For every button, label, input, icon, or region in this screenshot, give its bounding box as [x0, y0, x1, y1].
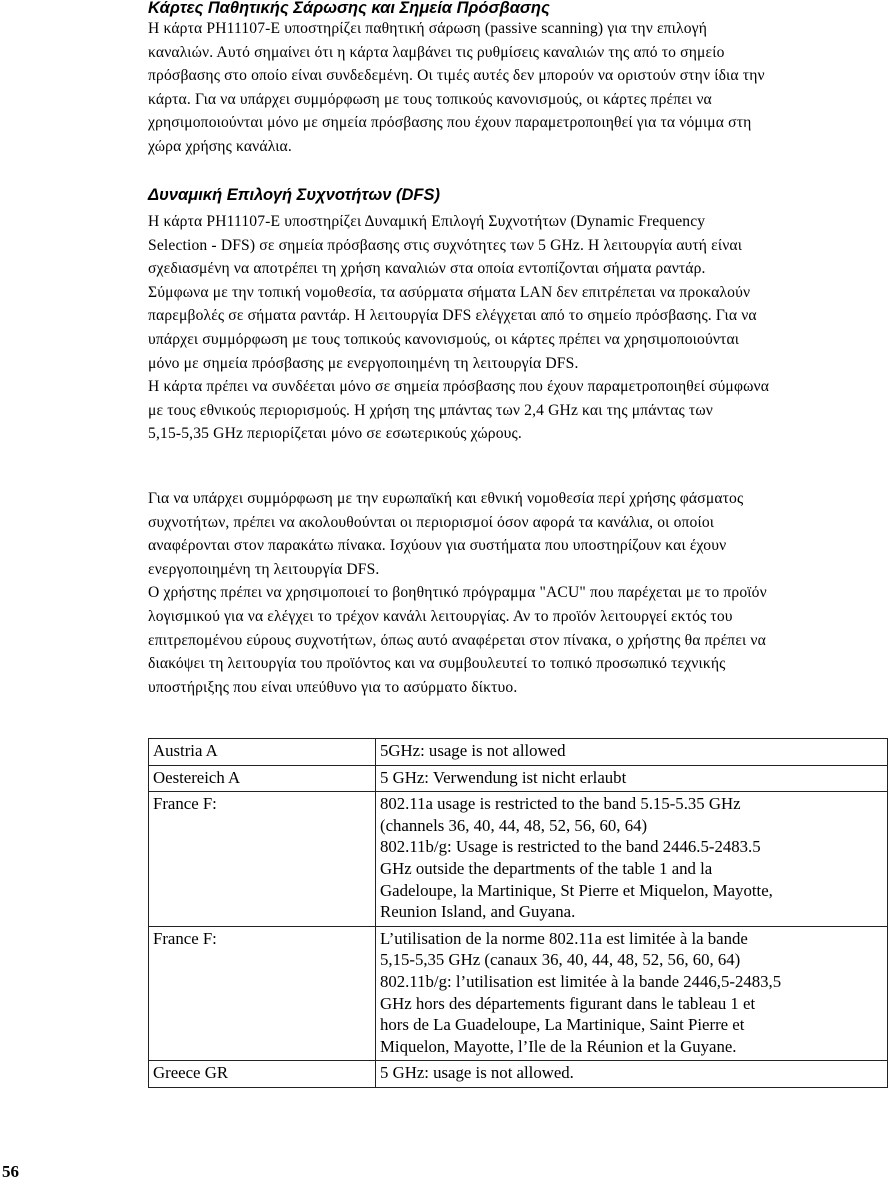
text-line: αναφέρονται στον παρακάτω πίνακα. Ισχύουν για συστήματα που υποστηρίζουν και έχουν [148, 537, 727, 555]
passive-scanning-paragraph [148, 17, 888, 159]
restriction-line: GHz outside the departments of the table 1 and la [380, 858, 713, 878]
text-line: διακόψει τη λειτουργία του προϊόντος και να συμβουλευτεί το τοπικό προσωπικό τεχνικής [148, 655, 726, 673]
country-cell: Oestereich A [149, 765, 376, 792]
text-line: υποστήριξης που είναι υπεύθυνο για το ασύρματο δίκτυο. [148, 678, 518, 696]
restriction-line: 5 GHz: Verwendung ist nicht erlaubt [380, 767, 627, 787]
passive-scanning-heading: Κάρτες Παθητικής Σάρωσης και Σημεία Πρόσβασης [148, 0, 550, 17]
restriction-line: GHz hors des départements figurant dans le tableau 1 et [380, 993, 756, 1013]
text-line: ενεργοποιημένη τη λειτουργία DFS. [148, 560, 380, 578]
restriction-line: 802.11b/g: l’utilisation est limitée à la bande 2446,5-2483,5 [380, 971, 782, 991]
text-line: Σύμφωνα με την τοπική νομοθεσία, τα ασύρματα σήματα LAN δεν επιτρέπεται να προκαλούν [148, 283, 751, 301]
restriction-line: 802.11a usage is restricted to the band 5.15-5.35 GHz [380, 794, 741, 814]
text-line: επιτρεπομένου εύρους συχνοτήτων, όπως αυτό αναφέρεται στον πίνακα, ο χρήστης θα πρέπει να [148, 631, 766, 649]
text-line: παρεμβολές σε σήματα ραντάρ. Η λειτουργία DFS ελέγχεται από το σημείο πρόσβασης. Για να [148, 307, 757, 325]
restriction-line: 5,15-5,35 GHz (canaux 36, 40, 44, 48, 52, 56, 60, 64) [380, 950, 741, 970]
text-line: μόνο με σημεία πρόσβασης με ενεργοποιημένη τη λειτουργία DFS. [148, 354, 579, 372]
text-line: Ο χρήστης πρέπει να χρησιμοποιεί το βοηθητικό πρόγραμμα "ACU" που παρέχεται με το προϊόν [148, 584, 767, 602]
restriction-line: L’utilisation de la norme 802.11a est limitée à la bande [380, 928, 748, 948]
table-row [149, 765, 888, 792]
channel-restrictions-table [148, 738, 888, 1088]
text-line: πρόσβασης στο οποίο είναι συνδεδεμένη. Οι τιμές αυτές δεν μπορούν να οριστούν στην ίδια την [148, 67, 765, 85]
restriction-cell [376, 739, 888, 766]
text-line: συχνοτήτων, πρέπει να ακολουθούνται οι περιορισμοί όσον αφορά τα κανάλια, οι οποίοι [148, 513, 715, 531]
dfs-heading: Δυναμική Επιλογή Συχνοτήτων (DFS) [148, 186, 440, 204]
text-line: 5,15-5,35 GHz περιορίζεται μόνο σε εσωτερικούς χώρους. [148, 425, 522, 443]
text-line: λογισμικού για να ελέγχει το τρέχον κανάλι λειτουργίας. Αν το προϊόν λειτουργεί εκτός του [148, 607, 733, 625]
text-line: Η κάρτα PH11107-E υποστηρίζει Δυναμική Επιλογή Συχνοτήτων (Dynamic Frequency [148, 213, 706, 230]
restriction-cell [376, 792, 888, 927]
text-line: καναλιών. Αυτό σημαίνει ότι η κάρτα λαμβάνει τις ρυθμίσεις καναλιών της από το σημείο [148, 43, 725, 61]
country-cell: Greece GR [149, 1061, 376, 1088]
restriction-cell [376, 1061, 888, 1088]
text-line: κάρτα. Για να υπάρχει συμμόρφωση με τους τοπικούς κανονισμούς, οι κάρτες πρέπει να [148, 90, 712, 108]
text-line: χρησιμοποιούνται μόνο με σημεία πρόσβασης που έχουν παραμετροποιηθεί για τα νόμιμα στη [148, 114, 752, 132]
table-row [149, 926, 888, 1061]
text-line: Η κάρτα PH11107-E υποστηρίζει παθητική σάρωση (passive scanning) για την επιλογή [148, 20, 708, 37]
restriction-line: Miquelon, Mayotte, l’Ile de la Réunion et la Guyane. [380, 1036, 737, 1056]
text-line: χώρα χρήσης κανάλια. [148, 137, 292, 155]
country-cell: France F: [149, 926, 376, 1061]
page-number: 56 [2, 1162, 19, 1181]
text-line: Για να υπάρχει συμμόρφωση με την ευρωπαϊκή και εθνική νομοθεσία περί χρήσης φάσματος [148, 490, 744, 507]
text-line: σχεδιασμένη να αποτρέπει τη χρήση καναλιών στα οποία εντοπίζονται σήματα ραντάρ. [148, 260, 706, 278]
restriction-line: 5 GHz: usage is not allowed. [380, 1063, 574, 1083]
country-cell: France F: [149, 792, 376, 927]
restriction-line: Reunion Island, and Guyana. [380, 902, 576, 922]
restriction-line: (channels 36, 40, 44, 48, 52, 56, 60, 64) [380, 815, 648, 835]
restriction-line: 802.11b/g: Usage is restricted to the band 2446.5-2483.5 [380, 837, 761, 857]
restriction-line: Gadeloupe, la Martinique, St Pierre et Miquelon, Mayotte, [380, 880, 773, 900]
country-cell: Austria A [149, 739, 376, 766]
text-line: υπάρχει συμμόρφωση με τους τοπικούς κανονισμούς, οι κάρτες πρέπει να χρησιμοποιούνται [148, 330, 740, 348]
table-row [149, 1061, 888, 1088]
restriction-cell [376, 765, 888, 792]
text-line: Η κάρτα πρέπει να συνδέεται μόνο σε σημεία πρόσβασης που έχουν παραμετροποιηθεί σύμφωνα [148, 378, 770, 396]
text-line: Selection - DFS) σε σημεία πρόσβασης στις συχνότητες των 5 GHz. Η λειτουργία αυτή είναι [148, 236, 743, 254]
table-row [149, 792, 888, 927]
restriction-line: hors de La Guadeloupe, La Martinique, Saint Pierre et [380, 1015, 745, 1035]
compliance-paragraph [148, 487, 888, 699]
table-row [149, 739, 888, 766]
text-line: με τους εθνικούς περιορισμούς. Η χρήση της μπάντας των 2,4 GHz και της μπάντας των [148, 401, 713, 419]
dfs-paragraph [148, 210, 888, 446]
restriction-cell [376, 926, 888, 1061]
restriction-line: 5GHz: usage is not allowed [380, 741, 566, 760]
